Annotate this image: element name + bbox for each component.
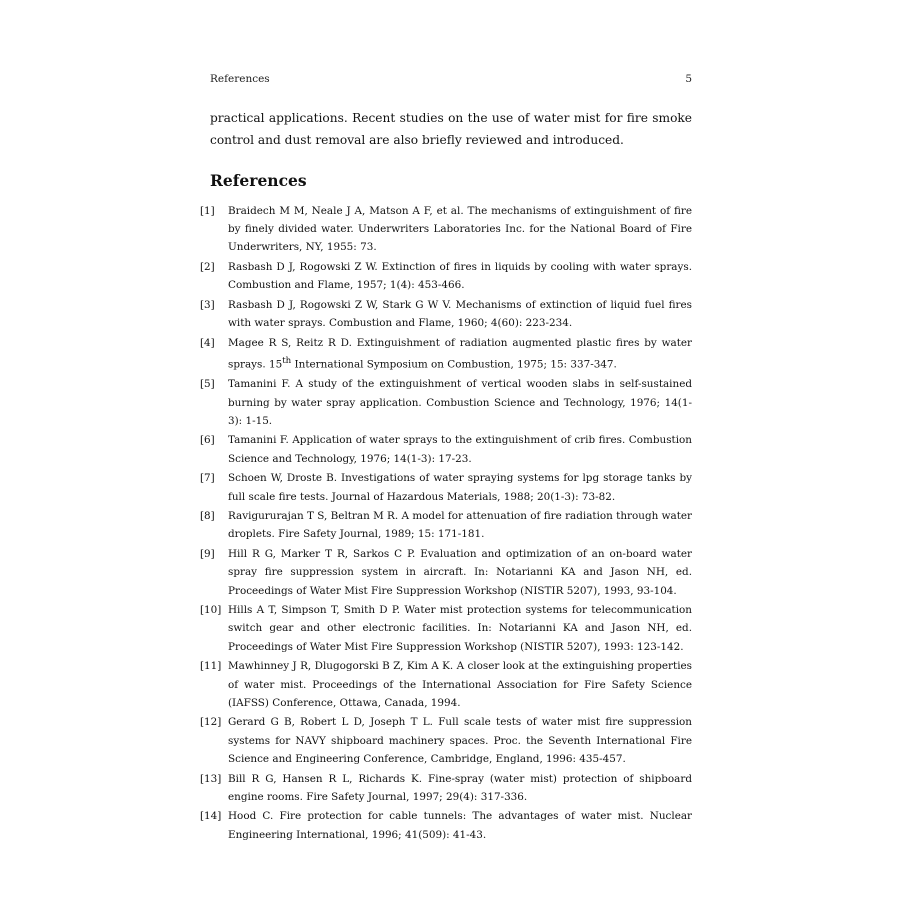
ordinal-superscript: th xyxy=(282,356,292,367)
reference-item xyxy=(200,545,692,600)
reference-number: [9] xyxy=(200,548,215,561)
reference-number: [3] xyxy=(200,299,215,312)
reference-text: Bill R G, Hansen R L, Richards K. Fine-spray (water mist) protection of shipboard engine rooms. Fire Safety Journal, 1997; 29(4): 317-336. xyxy=(228,772,692,803)
reference-text: Braidech M M, Neale J A, Matson A F, et al. The mechanisms of extinguishment of fire by finely divided water. Underwriters Laboratories Inc. for the National Board of Fire Underwriters, NY, 1955: 73. xyxy=(228,205,692,254)
reference-text: Rasbash D J, Rogowski Z W, Stark G W V. Mechanisms of extinction of liquid fuel fires with water sprays. Combustion and Flame, 1960; 4(60): 223-234. xyxy=(228,299,692,330)
reference-text xyxy=(228,334,692,374)
reference-item xyxy=(200,807,692,843)
reference-item xyxy=(200,770,692,806)
reference-number: [6] xyxy=(200,434,215,447)
reference-text: Tamanini F. Application of water sprays to the extinguishment of crib fires. Combustion Science and Technology, 1976; 14(1-3): 17-23. xyxy=(228,434,692,465)
reference-item xyxy=(200,258,692,294)
reference-text: Hill R G, Marker T R, Sarkos C P. Evaluation and optimization of an on-board water spray fire suppression system in aircraft. In: Notarianni KA and Jason NH, ed. Proceedings of Water Mist Fire Suppression Workshop (NISTIR 5207), 1993, 93-104. xyxy=(228,548,692,597)
reference-number: [2] xyxy=(200,261,215,274)
reference-item xyxy=(200,469,692,505)
references-heading: References xyxy=(210,171,307,190)
reference-number: [10] xyxy=(200,604,222,617)
reference-number: [4] xyxy=(200,336,215,349)
reference-number: [7] xyxy=(200,472,215,485)
reference-item xyxy=(200,713,692,768)
reference-item xyxy=(200,296,692,332)
reference-item xyxy=(200,601,692,656)
reference-text: Rasbash D J, Rogowski Z W. Extinction of fires in liquids by cooling with water sprays. Combustion and Flame, 1957; 1(4): 453-466. xyxy=(228,261,692,292)
reference-item xyxy=(200,507,692,543)
reference-number: [12] xyxy=(200,716,222,729)
reference-item xyxy=(200,334,692,374)
reference-item xyxy=(200,202,692,257)
reference-text: Ravigururajan T S, Beltran M R. A model for attenuation of fire radiation through water droplets. Fire Safety Journal, 1989; 15: 171-181. xyxy=(228,510,692,541)
reference-text: Gerard G B, Robert L D, Joseph T L. Full scale tests of water mist fire suppression systems for NAVY shipboard machinery spaces. Proc. the Seventh International Fire Science and Engineering Conference, Cambridge, England, 1996: 435-457. xyxy=(228,716,692,765)
reference-text-part: Magee R S, Reitz R D. Extinguishment of radiation augmented plastic fires by water sprays. 15 xyxy=(228,336,692,371)
reference-text: Tamanini F. A study of the extinguishment of vertical wooden slabs in self-sustained burning by water spray application. Combustion Science and Technology, 1976; 14(1-3): 1-15. xyxy=(228,378,692,427)
page-number: 5 xyxy=(685,73,692,85)
reference-text-part: International Symposium on Combustion, 1975; 15: 337-347. xyxy=(291,358,617,371)
reference-number: [8] xyxy=(200,510,215,523)
reference-text: Hood C. Fire protection for cable tunnels: The advantages of water mist. Nuclear Engineering International, 1996; 41(509): 41-43. xyxy=(228,810,692,841)
reference-number: [13] xyxy=(200,772,222,785)
reference-number: [11] xyxy=(200,660,222,673)
intro-paragraph: practical applications. Recent studies on the use of water mist for fire smoke control and dust removal are also briefly reviewed and introduced. xyxy=(210,111,692,147)
reference-item xyxy=(200,375,692,430)
reference-item xyxy=(200,431,692,467)
running-head xyxy=(210,73,692,85)
reference-number: [5] xyxy=(200,378,215,391)
reference-text: Hills A T, Simpson T, Smith D P. Water mist protection systems for telecommunication switch gear and other electronic facilities. In: Notarianni KA and Jason NH, ed. Proceedings of Water Mist Fire Suppression Workshop (NISTIR 5207), 1993: 123-142. xyxy=(228,604,692,653)
references-list xyxy=(200,202,692,845)
running-head-title: References xyxy=(210,73,270,85)
reference-text: Mawhinney J R, Dlugogorski B Z, Kim A K. A closer look at the extinguishing properties of water mist. Proceedings of the International Association for Fire Safety Science (IAFSS) Conference, Ottawa, Canada, 1994. xyxy=(228,660,692,709)
reference-item xyxy=(200,657,692,712)
reference-number: [1] xyxy=(200,205,215,217)
reference-number: [14] xyxy=(200,810,222,823)
reference-text: Schoen W, Droste B. Investigations of water spraying systems for lpg storage tanks by full scale fire tests. Journal of Hazardous Materials, 1988; 20(1-3): 73-82. xyxy=(228,472,692,503)
